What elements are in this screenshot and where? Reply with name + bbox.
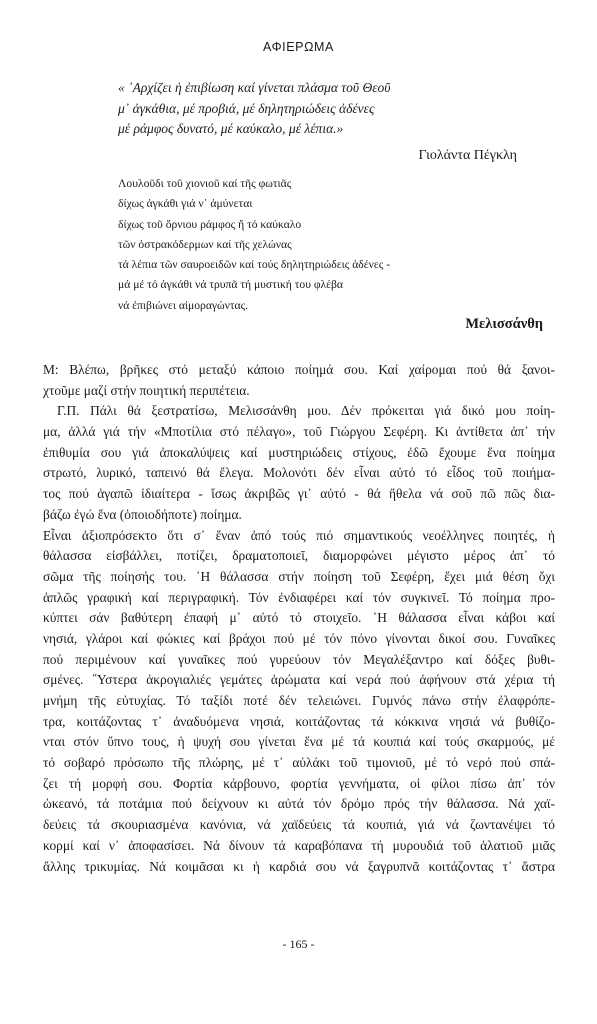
epigraph	[118, 78, 518, 140]
body-line: δεύεις τά σκουριασμένα κανόνια, νά χαϊδεύεις τά κουπιά, γιά νά ζωντανέψει τό	[43, 817, 555, 833]
epigraph-author: Γιολάντα Πέγκλη	[418, 148, 517, 163]
poem-line: Λουλοῦδι τοῦ χιονιοῦ καί τῆς φωτιᾶς	[118, 177, 292, 190]
body-line: μα, ἀλλά γιά τήν «Μποτίλια στό πέλαγο», τοῦ Γιώργου Σεφέρη. Κι ἀντίθετα ἀπ᾿ τήν	[43, 424, 555, 440]
page-number: - 165 -	[282, 937, 315, 951]
body-line: κορμί καί ν᾿ ἀποφασίσει. Νά δίνουν τά καραβόπανα τή μυρουδιά τοῦ ἁλατιοῦ μιᾶς	[43, 837, 555, 853]
body-line: ἐπιθυμία σου γιά ἀποκαλύψεις καί μυστηριώδεις στίχους, ἐδῶ ἔχουμε ἕνα ποίημα	[43, 444, 555, 460]
body-line: ὠκεανό, τά ποτάμια πού δείχνουν κι αὐτά τόν δρόμο πρός τήν θάλασσα. Νά χαϊ-	[43, 796, 555, 812]
body-line: ἄλλης τρικυμίας. Νά κοιμᾶσαι κι ἡ καρδιά σου νά ξαγρυπνᾶ κοιτάζοντας τ᾿ ἄστρα	[43, 858, 555, 874]
epigraph-line: « ᾿Αρχίζει ἡ ἐπιβίωση καί γίνεται πλάσμα τοῦ Θεοῦ	[118, 80, 391, 95]
poem-line: νά ἐπιβιώνει αἱμοραγώντας.	[118, 298, 249, 312]
body-line: τό σοβαρό πρόσωπο τῆς πλώρης, μέ τ᾿ αὐλάκι τοῦ τιμονιοῦ, μέ τό νερό πού σπά-	[43, 755, 555, 771]
poem-line: τῶν ὀστρακόδερμων καί τῆς χελώνας	[118, 237, 292, 251]
section-header: ΑΦΙΕΡΩΜΑ	[263, 40, 334, 54]
body-line: σμένες. ῞Υστερα ἀκρογιαλιές γεμάτες ἀρώματα καί νερά πού ἀφήνουν στά χέρια τή	[43, 672, 555, 688]
epigraph-line: μέ ράμφος δυνατό, μέ καύκαλο, μέ λέπια.»	[118, 121, 344, 136]
body-line: κύπτει σάν βαθύτερη ἐπαφή μ᾿ αὐτό τό στοιχεῖο. ῾Η θάλασσα εἶναι κάβοι καί	[43, 610, 555, 626]
body-line: στρωτό, λυρικό, ταπεινό θά ἔλεγα. Μολονότι δέν εἶναι αὐτό τό εἶδος τοῦ ποιήμα-	[43, 465, 555, 481]
epigraph-line: μ᾿ ἀγκάθια, μέ προβιά, μέ δηλητηριώδεις ἀδένες	[118, 100, 375, 116]
body-line: ἁπλῶς γραφική καί περιγραφική. Τόν ἐνδιαφέρει καί τόν συγκινεῖ. Τό ποίημα προ-	[43, 589, 555, 605]
body-line: μνήμη τῆς εὐτυχίας. Τό ταξίδι ποτέ δέν τελειώνει. Γυμνός πάνω στήν ἐλαφρόπε-	[43, 693, 555, 708]
body-text	[43, 360, 555, 877]
body-line: πού περιμένουν καί γυναῖκες πού γυρεύουν τόν Μεγαλέξαντρο καί δόξες βυθι-	[43, 651, 555, 667]
body-line: νησιά, γλάροι καί φώκιες καί βράχοι πού μέ τόν πόνο γίνονται δικοί σου. Γυναῖκες	[43, 630, 555, 646]
body-line: ζει τή μορφή σου. Φορτία κάρβουνο, φορτία γεννήματα, οἱ φίλοι πίσω ἀπ᾿ τόν	[43, 775, 555, 791]
poem-author: Μελισσάνθη	[465, 316, 543, 332]
body-line: τρα, κοιτάζοντας τ᾿ ἀναδυόμενα νησιά, κοιτάζοντας τά κόκκινα νησιά νά βυθίζο-	[43, 713, 555, 729]
body-line: χτοῦμε μαζί στήν ποιητική περιπέτεια.	[43, 382, 250, 398]
body-line: Μ: Βλέπω, βρῆκες στό μεταξύ κάποιο ποίημά σου. Καί χαίρομαι πού θά ξανοι-	[43, 362, 555, 377]
body-line: βάζω ἐγώ ἕνα (ὁποιοδήποτε) ποίημα.	[43, 506, 242, 522]
poem-line: τά λέπια τῶν σαυροειδῶν καί τούς δηλητηριώδεις ἀδένες -	[118, 258, 391, 272]
poem-line: δίχως τοῦ ὄρνιου ράμφος ἤ τό καύκαλο	[118, 217, 302, 231]
body-line: σῶμα τῆς ποίησής του. ῾Η θάλασσα στήν ποίηση τοῦ Σεφέρη, ἔχει μιά θέση ὄχι	[43, 568, 555, 584]
poem	[118, 174, 498, 316]
poem-line: μά μέ τό ἀγκάθι νά τρυπᾶ τή μυστική του φλέβα	[118, 278, 343, 292]
body-line: θάλασσα εἰσβάλλει, ποτίζει, δραματοποιεῖ, διαμορφώνει μέγιστο μέρος ἀπ᾿ τό	[43, 548, 555, 564]
body-line: Γ.Π. Πάλι θά ξεστρατίσω, Μελισσάνθη μου. Δέν πρόκειται γιά δικό μου ποίη-	[57, 403, 555, 419]
poem-line: δίχως ἀγκάθι γιά ν᾿ ἀμύνεται	[118, 197, 253, 211]
body-line: νται στόν ὕπνο τους, ἡ ψυχή σου γίνεται ἕνα μέ τά κουπιά καί τούς σκαρμούς, μέ	[43, 734, 555, 750]
body-line: Εἶναι ἀξιοπρόσεκτο ὅτι σ᾿ ἕναν ἀπό τούς πιό σημαντικούς νεοέλληνες ποιητές, ἡ	[43, 527, 555, 543]
body-line: τος πού ἀγαπῶ ἰδιαίτερα - ἴσως ἀκριβῶς γι᾿ αὐτό - θά ἤθελα νά σοῦ πῶ πῶς δια-	[43, 486, 555, 502]
